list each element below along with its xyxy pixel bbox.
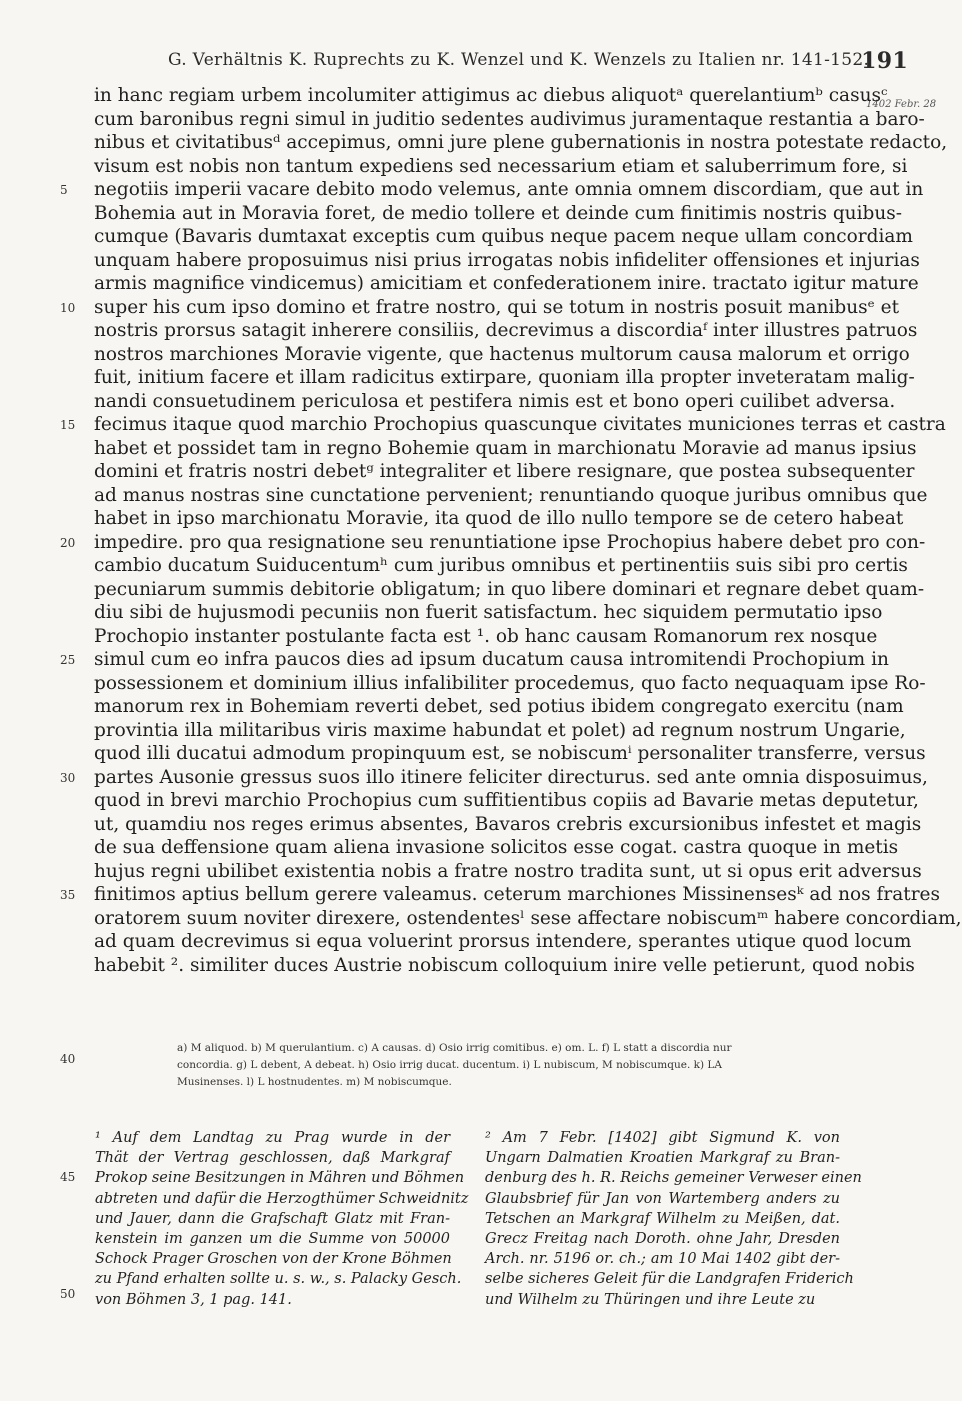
text-line: in hanc regiam urbem incolumiter attigimus ac diebus aliquotᵃ querelantiumᵇ casusᶜ bbox=[94, 85, 888, 106]
apparatus-line: concordia. g) L debent, A debeat. h) Osio irrig ducat. ducentum. i) L nubiscum, M nobiscumque. k) LA bbox=[177, 1059, 722, 1071]
text-line: cum baronibus regni simul in juditio sedentes audivimus juramentaque restantia a baro- bbox=[94, 108, 925, 130]
line-number: 5 bbox=[60, 183, 68, 197]
text-line: cambio ducatum Suiducentumʰ cum juribus omnibus et pertinentiis suis sibi pro certis bbox=[94, 555, 908, 576]
footnote-line: Ungarn Dalmatien Kroatien Markgraf zu Bran- bbox=[485, 1150, 840, 1167]
footnote-line: von Böhmen 3, 1 pag. 141. bbox=[95, 1291, 292, 1308]
footnote-line: abtreten und dafür die Herzogthümer Schweidnitz bbox=[95, 1190, 469, 1207]
text-line: fecimus itaque quod marchio Prochopius quascunque civitates municiones terras et castra bbox=[94, 414, 946, 435]
text-line: hujus regni ubilibet existentia nobis a fratre nostro tradita sunt, ut si opus erit adversus bbox=[94, 860, 922, 882]
line-number: 30 bbox=[60, 770, 76, 785]
text-line: armis magnifice vindicemus) amicitiam et confederationem inire. tractato igitur mature bbox=[94, 273, 919, 294]
footnote-line: ¹ Auf dem Landtag zu Prag wurde in der bbox=[95, 1130, 450, 1146]
text-line: impedire. pro qua resignatione seu renuntiatione ipse Prochopius habere debet pro con- bbox=[94, 531, 926, 553]
text-line: quod illi ducatui admodum propinquum est, se nobiscumⁱ personaliter transferre, versus bbox=[94, 743, 926, 764]
text-line: pecuniarum summis debitorie obligatum; in quo libere dominari et regnare debet quam- bbox=[94, 578, 925, 600]
text-line: possessionem et dominium illius infalibiliter procedemus, quo facto nequaquam ipse Ro- bbox=[94, 672, 926, 694]
running-title: G. Verhältnis K. Ruprechts zu K. Wenzel und K. Wenzels zu Italien nr. 141-152. bbox=[168, 50, 870, 70]
text-line: cumque (Bavaris dumtaxat exceptis cum quibus neque pacem neque ullam concordiam bbox=[94, 226, 913, 247]
text-line: de sua deffensione quam aliena invasione solicitos esse cogat. castra quoque in metis bbox=[94, 837, 899, 858]
line-number: 10 bbox=[60, 300, 76, 315]
line-number: 35 bbox=[60, 888, 76, 902]
line-number: 40 bbox=[60, 1052, 76, 1066]
text-line: partes Ausonie gressus suos illo itinere feliciter directurus. sed ante omnia disposuimus, bbox=[94, 766, 928, 788]
text-line: super his cum ipso domino et fratre nostro, qui se totum in nostris posuit manibusᵉ et bbox=[94, 296, 900, 318]
margin-date-note: 1402 Febr. 28 bbox=[866, 99, 937, 110]
text-line: manorum rex in Bohemiam reverti debet, sed potius ibidem congregato exercitu (nam bbox=[94, 696, 904, 717]
text-line: diu sibi de hujusmodi pecuniis non fuerit satisfactum. hec siquidem permutatio ipso bbox=[94, 602, 883, 623]
text-line: nostros marchiones Moravie vigente, que hactenus multorum causa malorum et orrigo bbox=[94, 343, 910, 365]
footnote-line: Thät der Vertrag geschlossen, daß Markgraf bbox=[95, 1150, 450, 1167]
text-line: habet in ipso marchionatu Moravie, ita quod de illo nullo tempore se de cetero habeat bbox=[94, 508, 904, 529]
footnote-line: zu Pfand erhalten sollte u. s. w., s. Palacky Gesch. bbox=[95, 1271, 462, 1288]
text-line: ad manus nostras sine cunctatione pervenient; renuntiando quoque juribus omnibus que bbox=[94, 484, 928, 506]
footnote-line: und Jauer, dann die Grafschaft Glatz mit Fran- bbox=[95, 1210, 450, 1227]
page-number: 191 bbox=[861, 48, 908, 74]
footnote-line: denburg des h. R. Reichs gemeiner Verweser einen bbox=[485, 1170, 862, 1187]
text-line: habebit ². similiter duces Austrie nobiscum colloquium inire velle petierunt, quod nobis bbox=[94, 954, 915, 976]
text-line: nandi consuetudinem periculosa et pestifera nimis est et bono operi cuilibet adversa. bbox=[94, 390, 896, 412]
text-line: nostris prorsus satagit inherere consiliis, decrevimus a discordiaᶠ inter illustres patruos bbox=[94, 320, 918, 341]
apparatus-line: a) M aliquod. b) M querulantium. c) A causas. d) Osio irrig comitibus. e) om. L. f) L statt a discordia nur bbox=[177, 1042, 732, 1054]
text-line: simul cum eo infra paucos dies ad ipsum ducatum causa intromitendi Prochopium in bbox=[94, 649, 889, 670]
running-header bbox=[168, 48, 908, 74]
text-line: unquam habere proposuimus nisi prius irrogatas nobis infideliter offensiones et injurias bbox=[94, 249, 920, 271]
footnote-line: und Wilhelm zu Thüringen und ihre Leute zu bbox=[485, 1291, 816, 1308]
text-line: ad quam decrevimus si equa voluerint prorsus intendere, sperantes utique quod locum bbox=[94, 931, 912, 952]
text-line: oratorem suum noviter direxere, ostendentesˡ sese affectare nobiscumᵐ habere concordiam, bbox=[94, 907, 962, 929]
text-line: nibus et civitatibusᵈ accepimus, omni jure plene gubernationis in nostra potestate redacto, bbox=[94, 132, 948, 153]
footnote-2 bbox=[485, 1128, 862, 1310]
text-line: finitimos aptius bellum gerere valeamus. ceterum marchiones Missinensesᵏ ad nos fratres bbox=[94, 884, 940, 905]
footnote-1 bbox=[95, 1128, 469, 1310]
text-line: ut, quamdiu nos reges erimus absentes, Bavaros crebris excursionibus infestet et magis bbox=[94, 813, 922, 835]
text-line: domini et fratris nostri debetᵍ integraliter et libere resignare, que postea subsequenter bbox=[94, 461, 915, 482]
text-line: Bohemia aut in Moravia foret, de medio tollere et deinde cum finitimis nostris quibus- bbox=[94, 202, 903, 224]
footnote-line: Prokop seine Besitzungen in Mähren und Böhmen bbox=[95, 1170, 465, 1187]
footnote-line: ² Am 7 Febr. [1402] gibt Sigmund K. von bbox=[485, 1130, 840, 1146]
line-number: 20 bbox=[60, 535, 76, 550]
footnote-line: Tetschen an Markgraf Wilhelm zu Meißen, dat. bbox=[485, 1210, 840, 1227]
apparatus-line: Musinenses. l) L hostnudentes. m) M nobiscumque. bbox=[177, 1076, 452, 1088]
footnote-line: Schock Prager Groschen von der Krone Böhmen bbox=[95, 1251, 452, 1268]
text-line: negotiis imperii vacare debito modo velemus, ante omnia omnem discordiam, que aut in bbox=[94, 179, 924, 200]
footnote-line: selbe sicheres Geleit für die Landgrafen Friderich bbox=[485, 1271, 854, 1288]
footnote-line: Glaubsbrief für Jan von Wartemberg anders zu bbox=[485, 1190, 840, 1207]
line-number: 15 bbox=[60, 418, 76, 432]
line-number: 25 bbox=[60, 653, 76, 667]
text-line: fuit, initium facere et illam radicitus extirpare, quoniam illa propter inveteratam malig- bbox=[94, 367, 915, 388]
line-number: 45 bbox=[60, 1170, 76, 1184]
text-line: habet et possidet tam in regno Bohemie quam in marchionatu Moravie ad manus ipsius bbox=[94, 437, 917, 459]
footnote-line: Arch. nr. 5196 or. ch.; am 10 Mai 1402 gibt der- bbox=[485, 1251, 840, 1268]
footnote-line: Grecz Freitag nach Doroth. ohne Jahr, Dresden bbox=[485, 1231, 840, 1248]
footnote-line: kenstein im ganzen um die Summe von 50000 bbox=[95, 1231, 450, 1248]
text-line: visum est nobis non tantum expediens sed necessarium etiam et saluberrimum fore, si bbox=[94, 155, 908, 177]
text-line: quod in brevi marchio Prochopius cum suffitientibus copiis ad Bavarie metas deputetur, bbox=[94, 790, 919, 811]
text-line: provintia illa militaribus viris maxime habundat et polet) ad regnum nostrum Ungarie, bbox=[94, 719, 906, 741]
line-number: 50 bbox=[60, 1287, 76, 1301]
text-line: Prochopio instanter postulante facta est ¹. ob hanc causam Romanorum rex nosque bbox=[94, 625, 878, 647]
critical-apparatus bbox=[177, 1040, 847, 1091]
